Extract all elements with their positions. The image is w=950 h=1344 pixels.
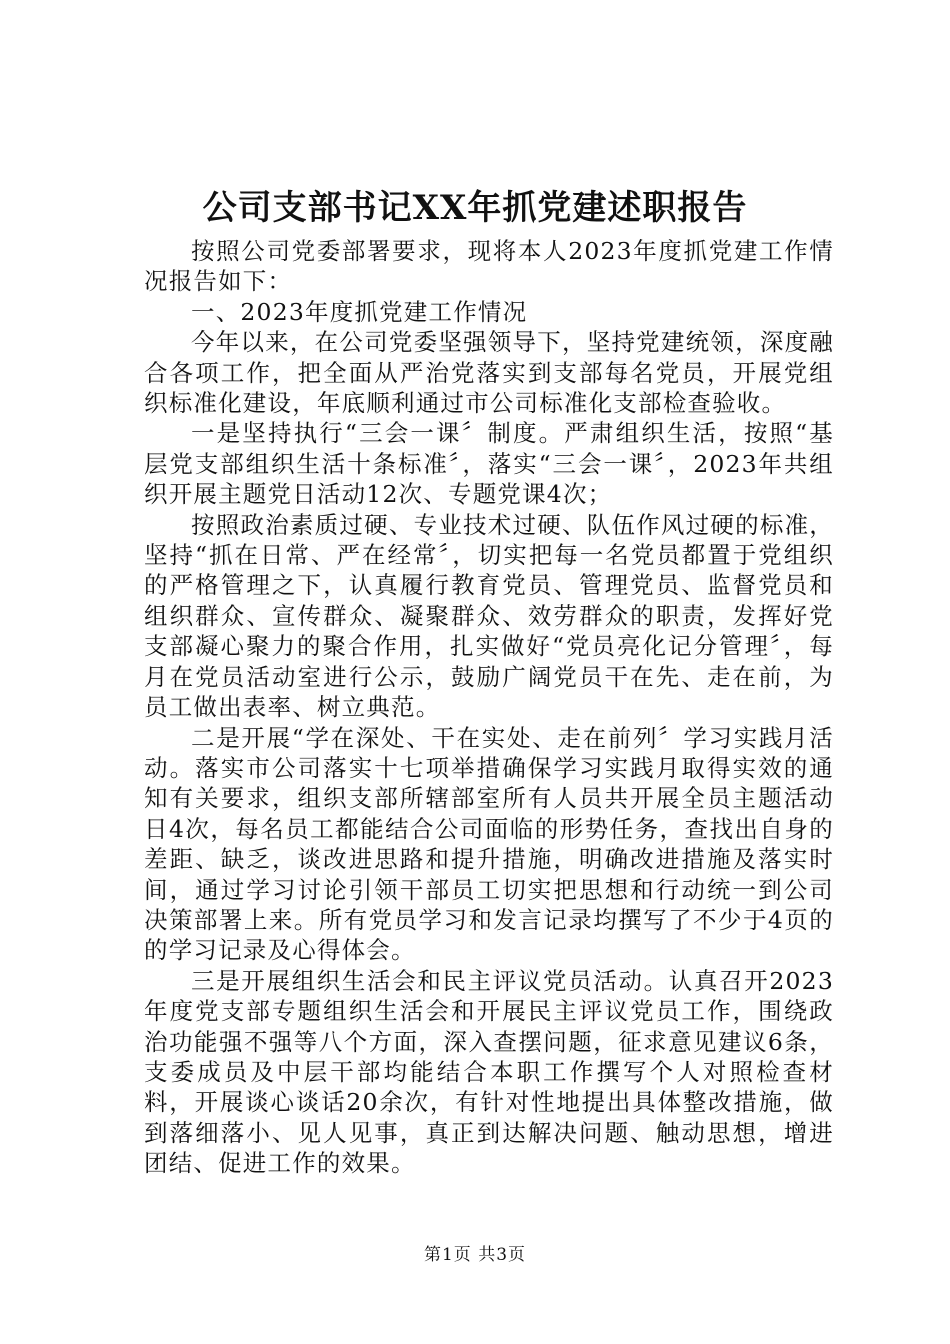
page-number: 第1页 共3页 xyxy=(423,1245,527,1265)
paragraph-standards: 按照政治素质过硬、专业技术过硬、队伍作风过硬的标准，坚持“抓在日常、严在经常〞，切实把每一名党员都置于党组织的严格管理之下，认真履行教育党员、管理党员、监督党员和组织群众、宣传群众、凝聚群众、效劳群众的职责，发挥好党支部凝心聚力的聚合作用，扎实做好“党员亮化记分管理〞，每月在党员活动室进行公示，鼓励广阔党员干在先、走在前，为员工做出表率、树立典范。 xyxy=(144,510,834,722)
paragraph-item-two: 二是开展“学在深处、干在实处、走在前列〞学习实践月活动。落实市公司落实十七项举措确保学习实践月取得实效的通知有关要求，组织支部所辖部室所有人员共开展全员主题活动日4次，每名员工都能结合公司面临的形势任务，查找出自身的差距、缺乏，谈改进思路和提升措施，明确改进措施及落实时间，通过学习讨论引领干部员工切实把思想和行动统一到公司决策部署上来。所有党员学习和发言记录均撰写了不少于4页的的学习记录及心得体会。 xyxy=(144,723,834,965)
paragraph-item-three: 三是开展组织生活会和民主评议党员活动。认真召开2023年度党支部专题组织生活会和开展民主评议党员工作，围绕政治功能强不强等八个方面，深入查摆问题，征求意见建议6条，支委成员及中层干部均能结合本职工作撰写个人对照检查材料，开展谈心谈话20余次，有针对性地提出具体整改措施，做到落细落小、见人见事，真正到达解决问题、触动思想，增进团结、促进工作的效果。 xyxy=(144,966,834,1178)
paragraph-item-one: 一是坚持执行“三会一课〞制度。严肃组织生活，按照“基层党支部组织生活十条标准〞，落实“三会一课〞，2023年共组织开展主题党日活动12次、专题党课4次； xyxy=(144,419,834,509)
document-body xyxy=(144,236,834,1179)
section-heading: 一、2023年度抓党建工作情况 xyxy=(191,297,528,326)
document-title: 公司支部书记XX年抓党建述职报告 xyxy=(202,188,748,228)
paragraph-overview: 今年以来，在公司党委坚强领导下，坚持党建统领，深度融合各项工作，把全面从严治党落实到支部每名党员，开展党组织标准化建设，年底顺利通过市公司标准化支部检查验收。 xyxy=(144,328,834,418)
paragraph-intro: 按照公司党委部署要求，现将本人2023年度抓党建工作情况报告如下： xyxy=(144,237,834,296)
